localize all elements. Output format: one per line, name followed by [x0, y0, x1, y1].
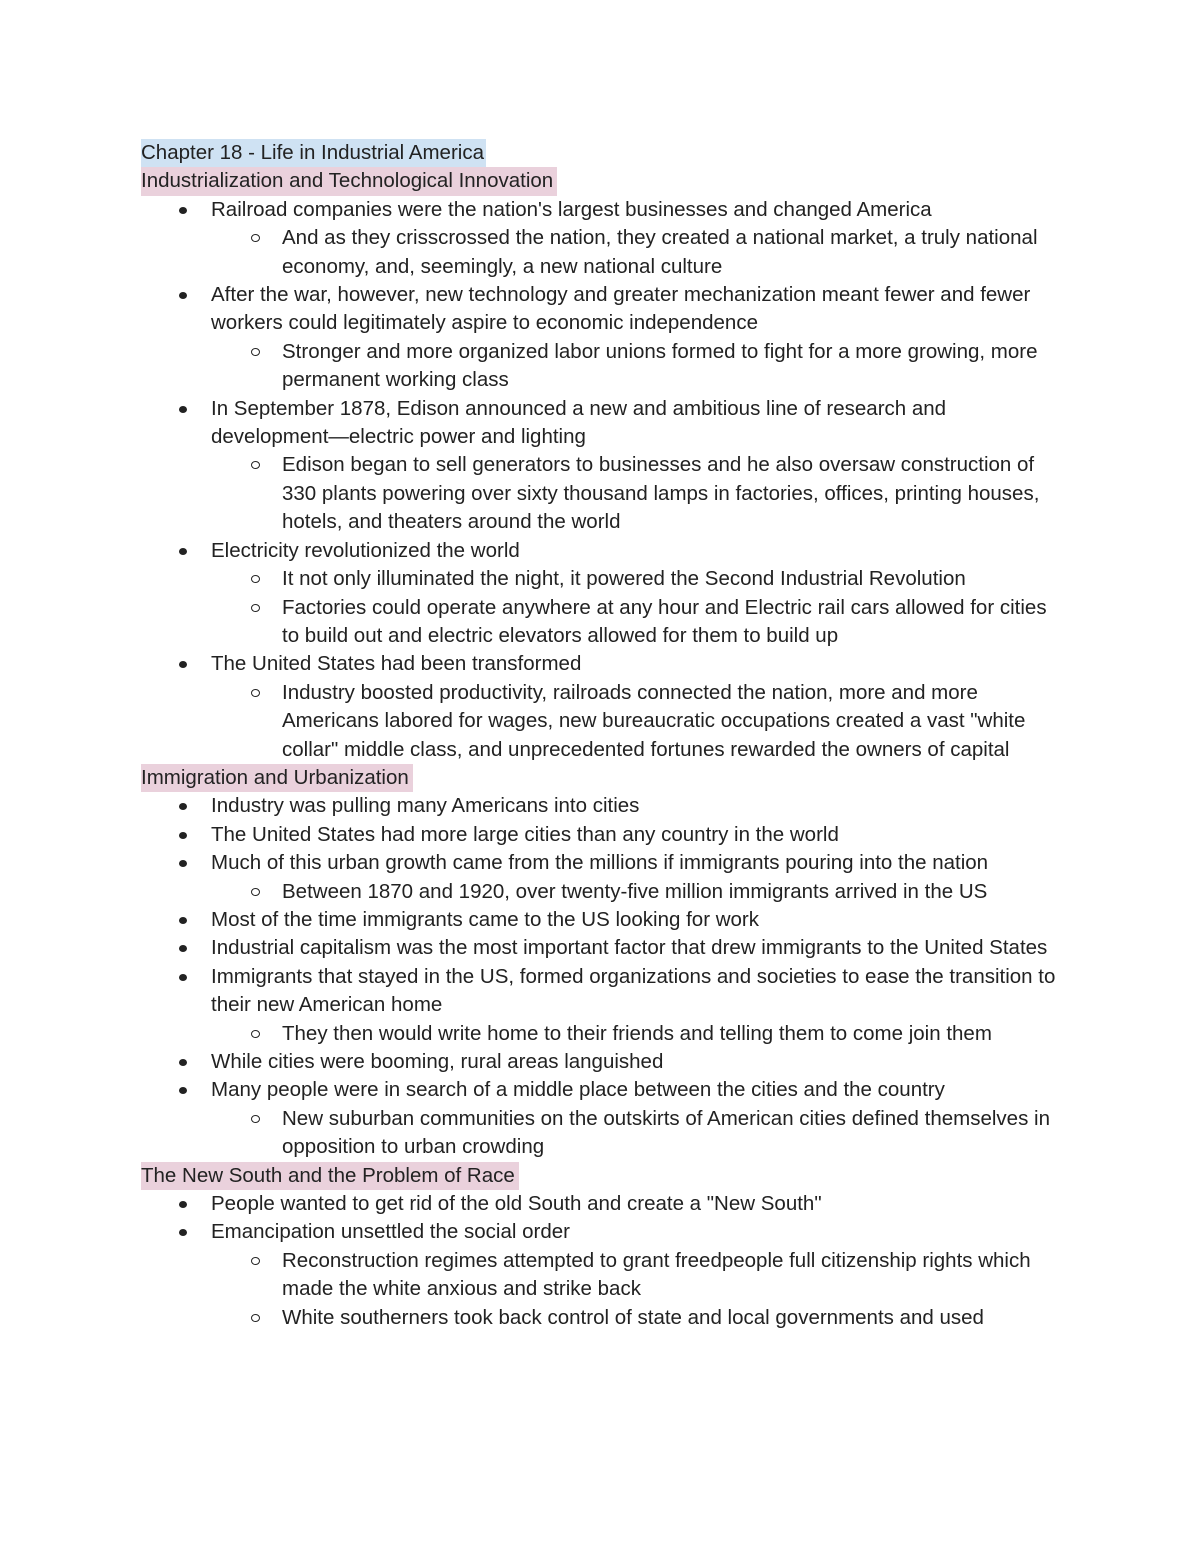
sub-bullet-list: [141, 451, 1061, 536]
sub-bullet-list: [141, 565, 1061, 650]
bullet-item: [141, 1048, 1061, 1076]
bullet-item: [141, 395, 1061, 537]
bullet-item: [141, 650, 1061, 764]
sub-bullet-list: [141, 224, 1061, 281]
bullet-text: The United States had more large cities than any country in the world: [211, 822, 839, 846]
sub-bullet-list: [141, 679, 1061, 764]
sub-bullet-item: New suburban communities on the outskirts of American cities defined themselves in opposition to urban crowding: [141, 1105, 1061, 1162]
bullet-item: [141, 934, 1061, 962]
bullet-text: Emancipation unsettled the social order: [211, 1220, 570, 1244]
bullet-text: Immigrants that stayed in the US, formed organizations and societies to ease the transition to their new American home: [211, 964, 1056, 1017]
sub-bullet-item: Stronger and more organized labor unions formed to fight for a more growing, more permanent working class: [141, 338, 1061, 395]
sub-bullet-item: Industry boosted productivity, railroads connected the nation, more and more Americans labored for wages, new bureaucratic occupations created a vast "white collar" middle class, and unprecedented fortunes rewarded the owners of capital: [141, 679, 1061, 764]
bullet-item: [141, 1076, 1061, 1161]
document-body: [141, 139, 1061, 1332]
sub-bullet-list: [141, 878, 1061, 906]
section: [141, 1162, 1061, 1332]
bullet-item: [141, 821, 1061, 849]
bullet-text: People wanted to get rid of the old South and create a "New South": [211, 1192, 822, 1216]
sub-bullet-item: White southerners took back control of state and local governments and used: [141, 1304, 1061, 1332]
bullet-item: [141, 1218, 1061, 1332]
sub-bullet-item: And as they crisscrossed the nation, they created a national market, a truly national economy, and, seemingly, a new national culture: [141, 224, 1061, 281]
bullet-text: The United States had been transformed: [211, 652, 582, 676]
bullet-text: Most of the time immigrants came to the US looking for work: [211, 907, 760, 931]
document-title: Chapter 18 - Life in Industrial America: [141, 139, 486, 167]
bullet-item: [141, 849, 1061, 906]
bullet-text: Much of this urban growth came from the millions if immigrants pouring into the nation: [211, 851, 989, 875]
bullet-text: Industry was pulling many Americans into cities: [211, 794, 640, 818]
section-heading: The New South and the Problem of Race: [141, 1162, 519, 1190]
bullet-item: [141, 196, 1061, 281]
sub-bullet-item: Edison began to sell generators to businesses and he also oversaw construction of 330 plants powering over sixty thousand lamps in factories, offices, printing houses, hotels, and theaters around the world: [141, 451, 1061, 536]
sub-bullet-item: It not only illuminated the night, it powered the Second Industrial Revolution: [141, 565, 1061, 593]
section: [141, 167, 1061, 764]
bullet-item: [141, 792, 1061, 820]
bullet-list: [141, 196, 1061, 764]
sub-bullet-item: Reconstruction regimes attempted to grant freedpeople full citizenship rights which made the white anxious and strike back: [141, 1247, 1061, 1304]
bullet-text: Railroad companies were the nation's largest businesses and changed America: [211, 197, 932, 221]
sub-bullet-list: [141, 1105, 1061, 1162]
bullet-text: While cities were booming, rural areas languished: [211, 1050, 664, 1073]
bullet-list: [141, 792, 1061, 1161]
sub-bullet-item: Between 1870 and 1920, over twenty-five million immigrants arrived in the US: [141, 878, 1061, 906]
bullet-item: [141, 1190, 1061, 1218]
bullet-item: [141, 537, 1061, 651]
bullet-text: Industrial capitalism was the most important factor that drew immigrants to the United States: [211, 936, 1048, 960]
sub-bullet-item: They then would write home to their friends and telling them to come join them: [141, 1020, 1061, 1048]
bullet-text: In September 1878, Edison announced a new and ambitious line of research and development—electric power and lighting: [211, 396, 947, 449]
bullet-list: [141, 1190, 1061, 1332]
section: [141, 764, 1061, 1162]
bullet-text: Many people were in search of a middle place between the cities and the country: [211, 1078, 945, 1102]
sub-bullet-list: [141, 1247, 1061, 1332]
bullet-text: Electricity revolutionized the world: [211, 538, 520, 562]
sections: [141, 167, 1061, 1332]
sub-bullet-list: [141, 338, 1061, 395]
bullet-item: [141, 963, 1061, 1048]
bullet-item: [141, 906, 1061, 934]
bullet-item: [141, 281, 1061, 395]
section-heading: Industrialization and Technological Innovation: [141, 167, 557, 195]
section-heading: Immigration and Urbanization: [141, 764, 413, 792]
sub-bullet-list: [141, 1020, 1061, 1048]
bullet-text: After the war, however, new technology and greater mechanization meant fewer and fewer workers could legitimately aspire to economic independence: [211, 283, 1031, 335]
sub-bullet-item: Factories could operate anywhere at any hour and Electric rail cars allowed for cities to build out and electric elevators allowed for them to build up: [141, 594, 1061, 651]
